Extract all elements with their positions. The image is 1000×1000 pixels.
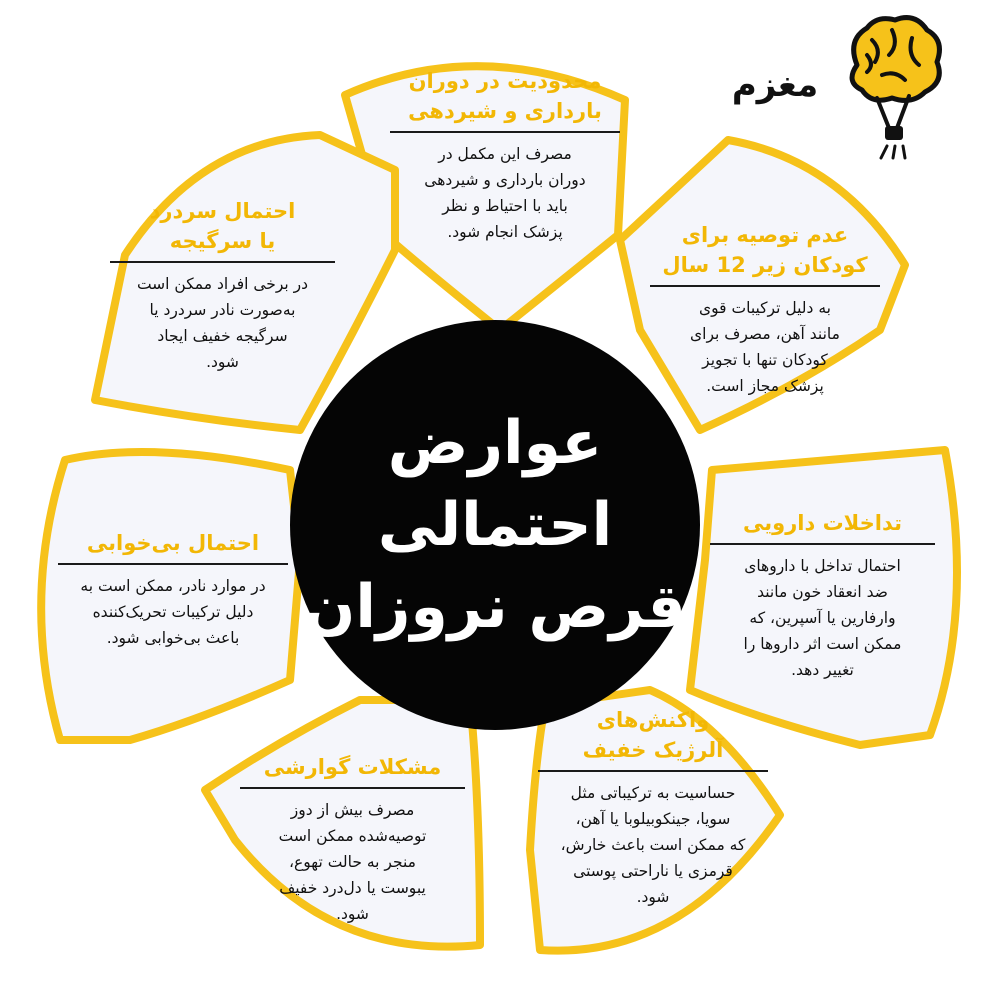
center-title-circle [290, 320, 700, 730]
card-headache-body [110, 271, 335, 375]
title-line: محدودیت در دوران [408, 69, 602, 93]
body-line: که ممکن است باعث خارش، [560, 836, 746, 854]
body-line: باید با احتیاط و نظر [442, 197, 568, 215]
title-line: احتمال سردرد [149, 199, 296, 223]
title-line: بارداری و شیردهی [408, 99, 602, 123]
body-line: توصیه‌شده ممکن است [278, 827, 427, 845]
title-line: کودکان زیر 12 سال [662, 253, 868, 277]
card-digestive-body [240, 797, 465, 927]
body-line: تغییر دهد. [791, 661, 854, 679]
body-line: در موارد نادر، ممکن است به [80, 577, 266, 595]
body-line: شود. [206, 353, 239, 371]
card-insomnia [58, 528, 288, 651]
card-insomnia-body [58, 573, 288, 651]
body-line: باعث بی‌خوابی شود. [106, 629, 240, 647]
body-line: پزشک انجام شود. [447, 223, 563, 241]
body-line: به دلیل ترکیبات قوی [699, 299, 831, 317]
body-line: شود. [636, 888, 670, 906]
center-title-line-2: احتمالی [377, 490, 613, 560]
title-line: آلرژیک خفیف [582, 738, 724, 762]
card-pregnancy-body [390, 141, 620, 245]
body-line: منجر به حالت تهوع، [289, 853, 416, 871]
title-line: یا سرگیجه [169, 229, 276, 253]
body-line: ممکن است اثر داروها را [743, 635, 902, 653]
body-line: دوران بارداری و شیردهی [424, 171, 586, 189]
body-line: مصرف این مکمل در [438, 145, 572, 163]
title-line: واکنش‌های [596, 708, 710, 732]
card-children-title [650, 220, 880, 280]
divider [650, 285, 880, 287]
body-line: شود. [336, 905, 369, 923]
card-allergy [538, 705, 768, 910]
body-line: پزشک مجاز است. [706, 377, 824, 395]
card-insomnia-title [58, 528, 288, 558]
card-pregnancy [390, 66, 620, 245]
body-line: یبوست یا دل‌درد خفیف [279, 879, 426, 897]
body-line: سرگیجه خفیف ایجاد [157, 327, 288, 345]
body-line: وارفارین یا آسپرین، که [749, 609, 896, 627]
card-interactions-body [710, 553, 935, 683]
title-line: تداخلات دارویی [743, 511, 902, 535]
body-line: دلیل ترکیبات تحریک‌کننده [92, 603, 254, 621]
divider [390, 131, 620, 133]
brain-balloon-icon [837, 10, 947, 160]
body-line: سویا، جینکوبیلوبا یا آهن، [575, 810, 731, 828]
divider [58, 563, 288, 565]
card-pregnancy-title [390, 66, 620, 126]
card-children-body [650, 295, 880, 399]
body-line: احتمال تداخل با داروهای [744, 557, 901, 575]
card-digestive [240, 752, 465, 927]
card-interactions-title [710, 508, 935, 538]
card-interactions [710, 508, 935, 683]
divider [110, 261, 335, 263]
center-title-line-3: قرص نروزان [304, 572, 686, 642]
title-line: عدم توصیه برای [681, 223, 849, 247]
divider [710, 543, 935, 545]
center-title-line-1: عوارض [387, 408, 603, 478]
title-line: مشکلات گوارشی [263, 755, 442, 779]
brand-logo [715, 10, 985, 160]
card-headache-title [110, 196, 335, 256]
card-allergy-body [538, 780, 768, 910]
logo-text: مغزم [731, 65, 819, 105]
body-line: مصرف بیش از دوز [290, 801, 415, 819]
card-children [650, 220, 880, 399]
body-line: کودکان تنها با تجویز [702, 351, 828, 369]
body-line: قرمزی یا ناراحتی پوستی [573, 862, 733, 880]
title-line: احتمال بی‌خوابی [86, 531, 260, 555]
card-digestive-title [240, 752, 465, 782]
body-line: در برخی افراد ممکن است [136, 275, 309, 293]
body-line: به‌صورت نادر سردرد یا [149, 301, 296, 319]
card-headache [110, 196, 335, 375]
divider [240, 787, 465, 789]
body-line: حساسیت به ترکیباتی مثل [570, 784, 736, 802]
body-line: ضد انعقاد خون مانند [757, 583, 888, 601]
divider [538, 770, 768, 772]
body-line: مانند آهن، مصرف برای [690, 325, 840, 343]
